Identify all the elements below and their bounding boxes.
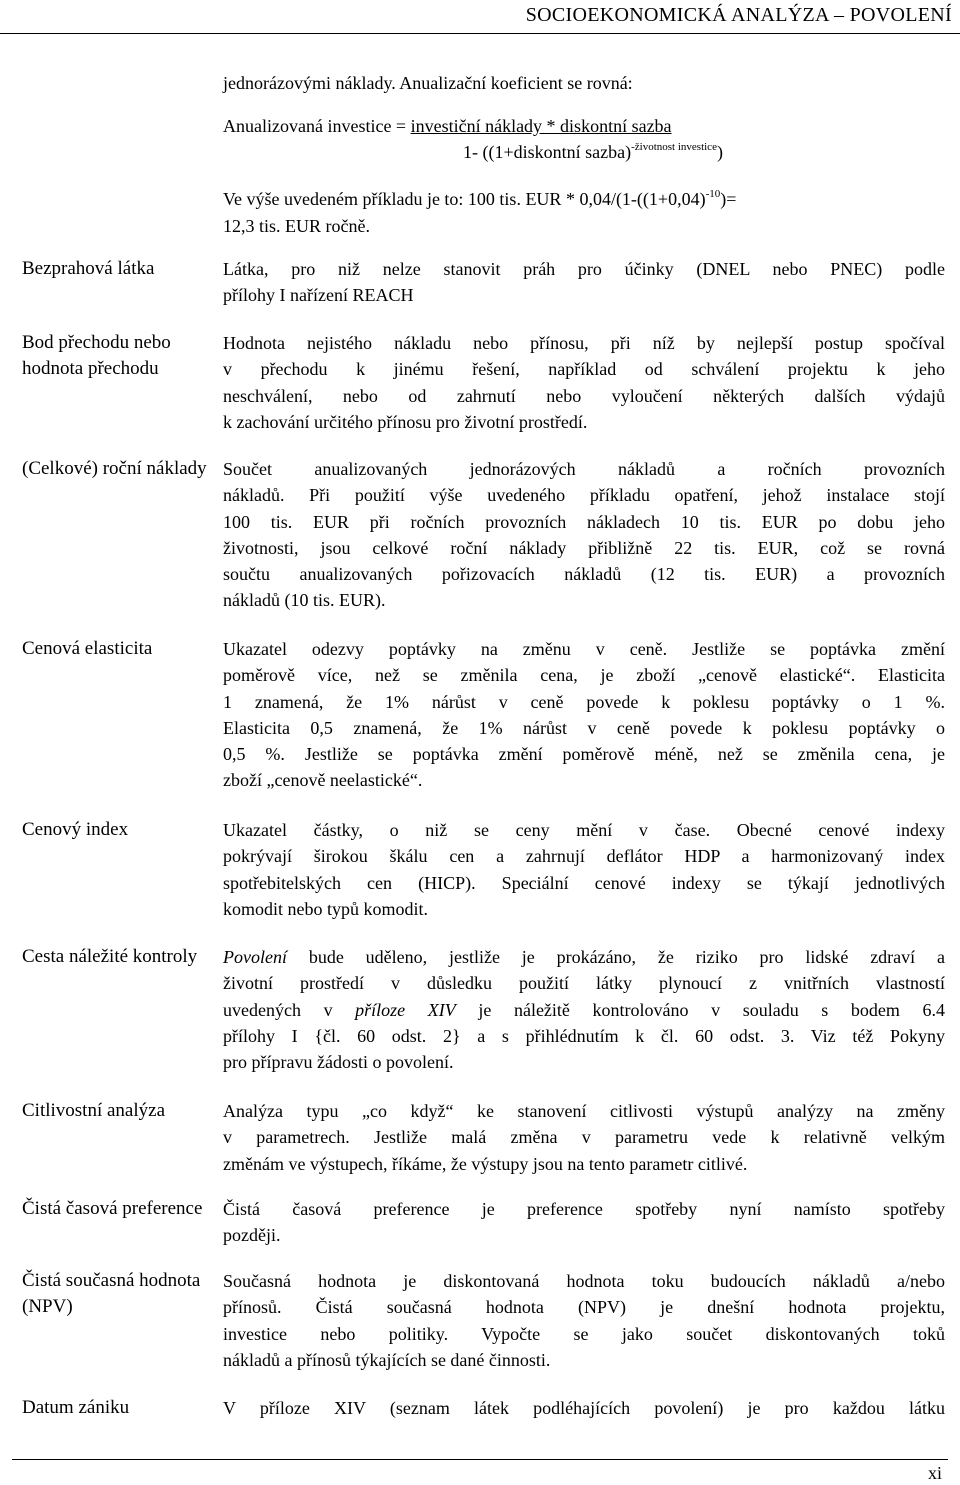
definition-line [223, 997, 945, 1023]
glossary-definition [223, 456, 945, 614]
definition-line: 0,5 %. Jestliže se poptávka změní poměrově méně, než se změnila cena, je [223, 744, 945, 765]
definition-line: přínosů. Čistá současná hodnota (NPV) je dnešní hodnota projektu, [223, 1297, 945, 1318]
formula-numerator-line [223, 116, 672, 137]
glossary-definition [223, 817, 945, 922]
definition-text: uvedených v [223, 999, 356, 1020]
definition-line: životní prostředí v důsledku použití látky plynoucí z vnitřních vlastností [223, 973, 945, 994]
definition-line: pro přípravu žádosti o povolení. [223, 1052, 454, 1073]
definition-line: nákladů (10 tis. EUR). [223, 590, 386, 611]
definition-text: je náležitě kontrolováno v souladu s bodem 6.4 [455, 999, 945, 1020]
intro-line-1 [223, 70, 945, 97]
glossary-term: Cesta náležité kontroly [22, 946, 198, 967]
definition-line: Elasticita 0,5 znamená, že 1% nárůst v ceně povede k poklesu poptávky o [223, 717, 945, 738]
glossary-definition [223, 1196, 945, 1249]
glossary-term: Cenová elasticita [22, 638, 153, 659]
definition-line: Hodnota nejistého nákladu nebo přínosu, při níž by nejlepší postup spočíval [223, 333, 945, 353]
definition-line: životnosti, jsou celkové roční náklady přibližně 22 tis. EUR, což se rovná [223, 537, 945, 558]
definition-line: součtu anualizovaných pořizovacích nákladů (12 tis. EUR) a provozních [223, 564, 945, 585]
definition-line: Ukazatel částky, o niž se ceny mění v čase. Obecné cenové indexy [223, 820, 945, 840]
glossary-definition [223, 944, 945, 1075]
definition-line: Čistá časová preference je preference spotřeby nyní namísto spotřeby [223, 1199, 945, 1219]
definition-line: přílohy I {čl. 60 odst. 2} a s přihlédnutím k čl. 60 odst. 3. Viz též Pokyny [223, 1025, 945, 1046]
page-number: xi [927, 1463, 942, 1483]
example-exponent: -10 [705, 188, 721, 200]
glossary-definition [223, 1098, 945, 1177]
intro-text: jednorázovými náklady. Anualizační koeficient se rovná: [223, 73, 633, 93]
glossary-definition [223, 1268, 945, 1373]
glossary-term: Čistá současná hodnota (NPV) [22, 1270, 201, 1317]
glossary-term: Bod přechodu nebo hodnota přechodu [22, 332, 171, 379]
glossary-definition [223, 1395, 945, 1421]
formula-denominator-pre: 1- ((1+diskontní sazba) [463, 142, 632, 162]
definition-line: Látka, pro niž nelze stanovit práh pro účinky (DNEL nebo PNEC) podle [223, 259, 945, 279]
glossary-definition [223, 256, 945, 309]
definition-line: přílohy I nařízení REACH [223, 285, 414, 306]
definition-line: spotřebitelských cen (HICP). Speciální cenové indexy se týkají jednotlivých [223, 872, 945, 893]
definition-line: Ukazatel odezvy poptávky na změnu v ceně. Jestliže se poptávka změní [223, 639, 945, 659]
example-line-2: 12,3 tis. EUR ročně. [223, 216, 370, 236]
definition-line: komodit nebo typů komodit. [223, 898, 428, 919]
definition-line: Součet anualizovaných jednorázových nákladů a ročních provozních [223, 459, 945, 479]
definition-line: později. [223, 1225, 281, 1246]
definition-line: 1 znamená, že 1% nárůst v ceně povede k poklesu poptávky o 1 %. [223, 691, 945, 712]
definition-line: 100 tis. EUR při ročních provozních nákladech 10 tis. EUR po dobu jeho [223, 511, 945, 532]
header-title: SOCIOEKONOMICKÁ ANALÝZA – POVOLENÍ [525, 4, 952, 26]
definition-line: nákladů. Při použití výše uvedeného příkladu opatření, jehož instalace stojí [223, 485, 945, 506]
formula-numerator: investiční náklady * diskontní sazba [410, 116, 672, 136]
definition-line [223, 944, 945, 970]
definition-line: investice nebo politiky. Vypočte se jako součet diskontovaných toků [223, 1323, 945, 1344]
definition-line: poměrově více, než se změnila cena, je zboží „cenově elastické“. Elasticita [223, 665, 945, 686]
formula-lhs: Anualizovaná investice = [223, 116, 411, 136]
glossary-term: Bezprahová látka [22, 258, 155, 279]
header-rule [0, 33, 960, 34]
definition-line: Současná hodnota je diskontovaná hodnota toku budoucích nákladů a/nebo [223, 1271, 945, 1291]
definition-line: neschválení, nebo od zahrnutí nebo vyloučení některých dalších výdajů [223, 385, 945, 406]
definition-line: zboží „cenově neelastické“. [223, 770, 423, 791]
glossary-term: Cenový index [22, 819, 129, 840]
example-paragraph [223, 186, 945, 240]
example-line-1 [223, 186, 945, 213]
definition-line: v přechodu k jinému řešení, například od schválení projektu k jeho [223, 359, 945, 380]
definition-line: nákladů a přínosů týkajících se dané činnosti. [223, 1349, 551, 1370]
glossary-definition [223, 636, 945, 794]
footer-rule [12, 1459, 948, 1460]
definition-line: V příloze XIV (seznam látek podléhajících povolení) je pro každou látku [223, 1398, 945, 1418]
glossary-definition [223, 330, 945, 435]
glossary-term: Datum zániku [22, 1397, 130, 1418]
definition-line: pokrývají širokou škálu cen a zahrnují deflátor HDP a harmonizovaný index [223, 846, 945, 867]
definition-line: Analýza typu „co když“ ke stanovení citlivosti výstupů analýzy na změny [223, 1101, 945, 1121]
glossary-term: Citlivostní analýza [22, 1100, 166, 1121]
running-header [0, 0, 960, 34]
definition-line: změnám ve výstupech, říkáme, že výstupy jsou na tento parametr citlivé. [223, 1153, 748, 1174]
formula-denominator-exponent: -životnost investice [631, 141, 717, 153]
definition-line: k zachování určitého přínosu pro životní prostředí. [223, 411, 588, 432]
definition-text: bude uděleno, jestliže je prokázáno, že riziko pro lidské zdraví a [286, 947, 945, 967]
italic-term: Povolení [223, 947, 287, 967]
example-pre: Ve výše uvedeném příkladu je to: 100 tis. EUR * 0,04/(1-((1+0,04) [223, 189, 706, 209]
formula-denominator-post: ) [716, 142, 723, 162]
example-post: )= [720, 189, 737, 209]
definition-line: v parametrech. Jestliže malá změna v parametru vede k relativně velkým [223, 1127, 945, 1148]
glossary-term: (Celkové) roční náklady [22, 458, 207, 479]
glossary-term: Čistá časová preference [22, 1198, 203, 1219]
italic-term: příloze XIV [355, 999, 456, 1020]
formula-denominator-line [463, 142, 723, 163]
